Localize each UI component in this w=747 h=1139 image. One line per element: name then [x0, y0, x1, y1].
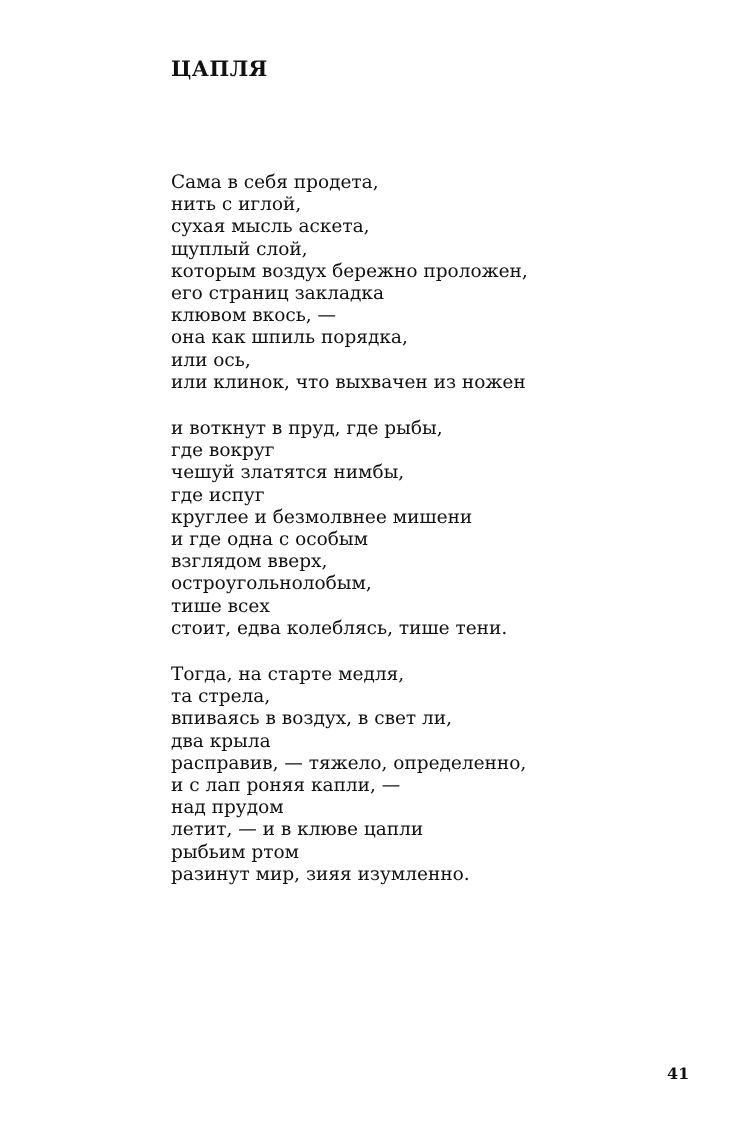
poem-line: та стрела,	[171, 686, 271, 708]
poem-line: тише всех	[171, 595, 270, 617]
poem-line: остроугольнолобым,	[171, 573, 372, 595]
poem-line: над прудом	[171, 797, 284, 819]
poem-line: его страниц закладка	[171, 283, 385, 305]
stanza-3	[171, 664, 528, 886]
poem-body	[171, 172, 528, 910]
poem-line: нить с иглой,	[171, 194, 302, 216]
poem-line: разинут мир, зияя изумленно.	[171, 863, 470, 885]
stanza-2	[171, 418, 528, 640]
poem-line: клювом вкось, —	[171, 305, 337, 327]
poem-line: два крыла	[171, 730, 271, 752]
poem-line: где испуг	[171, 484, 265, 506]
poem-line: или ось,	[171, 349, 251, 371]
poem-line: и воткнут в пруд, где рыбы,	[171, 418, 443, 440]
poem-line: взглядом вверх,	[171, 551, 328, 573]
poem-line: щуплый слой,	[171, 238, 308, 260]
poem-line: и где одна с особым	[171, 529, 369, 551]
poem-line: Тогда, на старте медля,	[171, 664, 405, 686]
poem-line: и с лап роняя капли, —	[171, 775, 401, 797]
stanza-1	[171, 172, 528, 394]
poem-line: сухая мысль аскета,	[171, 216, 370, 238]
poem-line: летит, — и в клюве цапли	[171, 819, 424, 841]
page-number: 41	[667, 1064, 690, 1083]
poem-title: ЦАПЛЯ	[171, 56, 268, 81]
poem-line: чешуй златятся нимбы,	[171, 462, 405, 484]
poem-line: расправив, — тяжело, определенно,	[171, 752, 527, 774]
poem-line: стоит, едва колеблясь, тише тени.	[171, 617, 508, 639]
poem-line: она как шпиль порядка,	[171, 327, 408, 349]
poem-line: Сама в себя продета,	[171, 172, 379, 193]
poem-line: впиваясь в воздух, в свет ли,	[171, 708, 453, 730]
poem-line: которым воздух бережно проложен,	[171, 260, 528, 282]
poem-line: где вокруг	[171, 440, 275, 462]
poem-line: или клинок, что выхвачен из ножен	[171, 371, 526, 393]
poem-line: рыбьим ртом	[171, 841, 299, 863]
poem-line: круглее и безмолвнее мишени	[171, 506, 473, 528]
